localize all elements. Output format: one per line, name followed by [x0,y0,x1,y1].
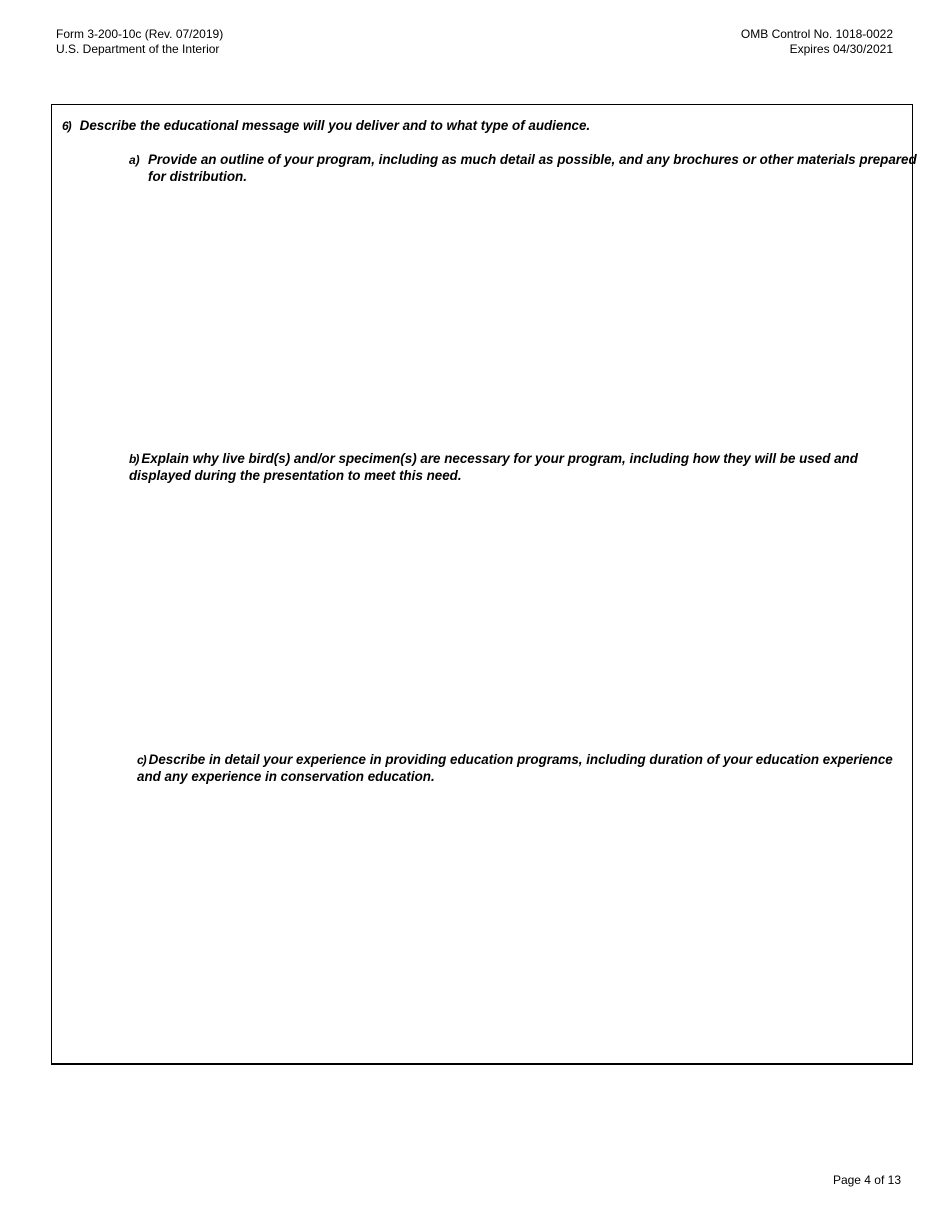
form-header-left [56,27,223,57]
question-6a-prompt [129,152,918,185]
question-6b-label: b) [129,452,139,466]
question-6-number: 6) [62,119,71,133]
question-6-text: Describe the educational message will you deliver and to what type of audience. [79,118,591,133]
form-header-right [741,27,893,57]
expiration-date: Expires 04/30/2021 [789,42,893,56]
question-6a-text: Provide an outline of your program, including as much detail as possible, and any brochures or other materials prepared for distribution. [148,152,917,184]
question-6c-label: c) [137,753,146,767]
question-6c-prompt [137,752,897,785]
question-6-prompt [62,118,590,135]
question-6c-answer-area[interactable] [60,792,904,1054]
question-6c-text: Describe in detail your experience in providing education programs, including duration of your education experience and any experience in conservation education. [137,752,893,784]
omb-control-number: OMB Control No. 1018-0022 [740,27,893,41]
question-6b-text: Explain why live bird(s) and/or specimen(s) are necessary for your program, including how they will be used and displayed during the presentation to meet this need. [129,451,858,483]
department-name: U.S. Department of the Interior [56,42,220,56]
form-number: Form 3-200-10c (Rev. 07/2019) [56,27,224,41]
question-6a-answer-area[interactable] [60,190,904,440]
question-6b-prompt [129,451,904,484]
question-6b-answer-area[interactable] [60,490,904,740]
page-number: Page 4 of 13 [832,1173,901,1187]
question-6a-label: a) [129,153,140,167]
